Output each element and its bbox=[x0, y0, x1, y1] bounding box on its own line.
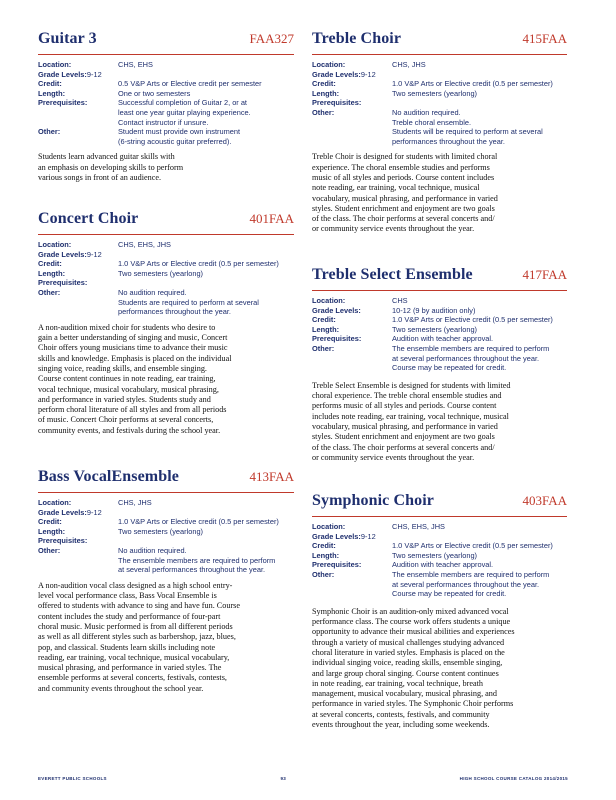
other-label: Other: bbox=[38, 127, 61, 137]
location-label: Location: bbox=[38, 498, 72, 507]
prereq-label: Prerequisites: bbox=[38, 536, 88, 546]
course-code: 413FAA bbox=[249, 469, 294, 484]
course-description: Symphonic Choir is an audition-only mixed advanced vocal performance class. The course work offers students a unique opportunity to advance their musical abilities and experiences through a variety of musical challenges studying advanced choral literature in varied styles. Emphasis is placed on the individual singing voice, reading skills, ensemble singing, and large group choral singing. Course content continues in note reading, ear training, vocal technique, breath management, musical vocabulary, musical phrasing, and performance in varied styles. The Symphonic Choir performs at several concerts, contests, festivals, and community events throughout the year, including some weekends. bbox=[312, 606, 515, 730]
location-value: CHS, EHS, JHS bbox=[392, 522, 445, 531]
prereq-value: Audition with teacher approval. bbox=[392, 560, 494, 570]
course-code: 417FAA bbox=[522, 267, 567, 282]
length-value: Two semesters (yearlong) bbox=[392, 88, 478, 98]
location-value: CHS, JHS bbox=[392, 60, 426, 69]
credit-label: Credit: bbox=[38, 517, 62, 527]
length-value: Two semesters (yearlong) bbox=[118, 268, 204, 278]
grade-value: 9-12 bbox=[86, 69, 102, 79]
credit-label: Credit: bbox=[312, 541, 336, 551]
course-treble-choir bbox=[312, 30, 567, 235]
length-label: Length: bbox=[312, 324, 340, 334]
location-label: Location: bbox=[38, 240, 72, 249]
credit-value: 1.0 V&P Arts or Elective credit (0.5 per semester) bbox=[392, 79, 553, 89]
course-code: 401FAA bbox=[249, 211, 294, 226]
location-label: Location: bbox=[38, 60, 72, 69]
prereq-label: Prerequisites: bbox=[312, 560, 362, 570]
length-value: One or two semesters bbox=[118, 88, 191, 98]
footer-district: EVERETT PUBLIC SCHOOLS bbox=[38, 776, 107, 781]
prereq-label: Prerequisites: bbox=[38, 278, 88, 288]
course-title: Bass VocalEnsemble bbox=[38, 468, 179, 485]
course-header bbox=[312, 30, 567, 55]
course-header bbox=[38, 210, 294, 235]
course-title: Treble Choir bbox=[312, 30, 402, 47]
location-value: CHS bbox=[392, 296, 408, 305]
course-treble-select-ensemble bbox=[312, 266, 567, 463]
other-label: Other: bbox=[312, 343, 335, 353]
grade-value: 9-12 bbox=[86, 507, 102, 517]
course-guitar-3 bbox=[38, 30, 294, 183]
credit-label: Credit: bbox=[312, 315, 336, 325]
course-header bbox=[312, 492, 567, 517]
grade-value: 9-12 bbox=[360, 69, 376, 79]
footer-page-number: 93 bbox=[280, 776, 287, 781]
course-header bbox=[312, 266, 567, 291]
prereq-label: Prerequisites: bbox=[312, 334, 362, 344]
location-label: Location: bbox=[312, 60, 346, 69]
grade-label: Grade Levels: bbox=[38, 507, 87, 517]
prereq-value: Audition with teacher approval. bbox=[392, 334, 494, 344]
other-value: The ensemble members are required to perform at several performances throughout the year. Course may be repeated for credit. bbox=[392, 343, 550, 373]
credit-value: 1.0 V&P Arts or Elective credit (0.5 per semester) bbox=[392, 315, 553, 325]
other-label: Other: bbox=[312, 569, 335, 579]
length-label: Length: bbox=[312, 550, 340, 560]
course-title: Guitar 3 bbox=[38, 30, 97, 47]
course-info bbox=[38, 498, 294, 575]
credit-value: 0.5 V&P Arts or Elective credit per semester bbox=[118, 79, 262, 89]
course-title: Symphonic Choir bbox=[312, 492, 434, 509]
course-code: FAA327 bbox=[249, 31, 294, 46]
location-value: CHS, JHS bbox=[118, 498, 152, 507]
course-description: Treble Select Ensemble is designed for students with limited choral experience. The treble choral ensemble studies and performs music of all styles and periods. Course content includes note reading, ear training, vocal technique, musical vocabulary, musical phrasing, and performance in varied styles. Student enrichment and enjoyment are two goals of the class. The choir performs at several concerts and/ or community service events throughout the year. bbox=[312, 380, 511, 462]
grade-value: 10-12 (9 by audition only) bbox=[392, 305, 476, 315]
course-description: A non-audition mixed choir for students who desire to gain a better understanding of singing and music, Concert Choir offers young musicians time to advance their music skills and knowledge. Emphasis is placed on the individual singing voice, reading skills, and ensemble singing. Course content continues in note reading, ear training, vocal technique, musical vocabulary, musical phrasing, and performance in varied styles. Students study and perform choral literature of all styles and from all periods of music. Concert Choir performs at several concerts, community events, and festivals during the school year. bbox=[38, 322, 232, 435]
grade-label: Grade Levels: bbox=[38, 249, 87, 259]
other-value: Student must provide own instrument (6-string acoustic guitar preferred). bbox=[118, 127, 241, 146]
course-info bbox=[38, 60, 294, 146]
course-title: Treble Select Ensemble bbox=[312, 266, 473, 283]
location-label: Location: bbox=[312, 296, 346, 305]
credit-value: 1.0 V&P Arts or Elective credit (0.5 per semester) bbox=[392, 541, 553, 551]
prereq-value bbox=[118, 278, 294, 288]
prereq-value bbox=[118, 536, 294, 546]
grade-value: 9-12 bbox=[86, 249, 102, 259]
other-value: No audition required. Students are required to perform at several performances throughout the year. bbox=[118, 287, 259, 317]
length-label: Length: bbox=[38, 88, 66, 98]
grade-label: Grade Levels: bbox=[312, 531, 361, 541]
credit-value: 1.0 V&P Arts or Elective credit (0.5 per semester) bbox=[118, 517, 279, 527]
location-value: CHS, EHS bbox=[118, 60, 153, 69]
course-info bbox=[38, 240, 294, 317]
prereq-value bbox=[392, 98, 567, 108]
grade-label: Grade Levels: bbox=[312, 305, 361, 315]
length-label: Length: bbox=[38, 526, 66, 536]
course-description: Students learn advanced guitar skills with an emphasis on developing skills to perform various songs in front of an audience. bbox=[38, 152, 184, 182]
course-description: A non-audition vocal class designed as a high school entry- level vocal performance class, Bass Vocal Ensemble is offered to students with advance to sing and have fun. Course content includes the study and performance of four-part choral music. Music performed is from all different periods as well as all different styles such as barbershop, jazz, blues, pop, and classical. Students learn skills including note reading, ear training, vocal technique, musical vocabulary, musical phrasing, and performance in varied styles. The ensemble performs at several concerts, festivals, contests, and community events throughout the school year. bbox=[38, 580, 240, 693]
location-value: CHS, EHS, JHS bbox=[118, 240, 171, 249]
other-label: Other: bbox=[38, 545, 61, 555]
course-header bbox=[38, 30, 294, 55]
course-code: 403FAA bbox=[522, 493, 567, 508]
other-value: No audition required. The ensemble members are required to perform at several performances throughout the year. bbox=[118, 545, 276, 575]
grade-label: Grade Levels: bbox=[38, 69, 87, 79]
location-label: Location: bbox=[312, 522, 346, 531]
prereq-label: Prerequisites: bbox=[312, 98, 362, 108]
length-value: Two semesters (yearlong) bbox=[392, 324, 478, 334]
grade-label: Grade Levels: bbox=[312, 69, 361, 79]
grade-value: 9-12 bbox=[360, 531, 376, 541]
credit-label: Credit: bbox=[38, 259, 62, 269]
course-description: Treble Choir is designed for students with limited choral experience. The choral ensemble studies and performs music of all styles and periods. Course content includes note reading, ear training, vocal technique, musical vocabulary, musical phrasing, and performance in varied styles. Student enrichment and enjoyment are two goals of the class. The choir performs at several concerts and/ or community service events throughout the year. bbox=[312, 152, 498, 234]
page-footer bbox=[38, 776, 568, 781]
course-concert-choir bbox=[38, 210, 294, 436]
length-label: Length: bbox=[38, 268, 66, 278]
other-label: Other: bbox=[38, 287, 61, 297]
course-info bbox=[312, 296, 567, 373]
length-value: Two semesters (yearlong) bbox=[392, 550, 478, 560]
course-symphonic-choir bbox=[312, 492, 567, 730]
other-value: No audition required. Treble choral ensemble. Students will be required to perform at several performances throughout the year. bbox=[392, 107, 543, 146]
course-bass-vocal-ensemble bbox=[38, 468, 294, 694]
length-label: Length: bbox=[312, 88, 340, 98]
course-header bbox=[38, 468, 294, 493]
other-label: Other: bbox=[312, 107, 335, 117]
credit-label: Credit: bbox=[38, 79, 62, 89]
length-value: Two semesters (yearlong) bbox=[118, 526, 204, 536]
course-info bbox=[312, 60, 567, 146]
course-code: 415FAA bbox=[522, 31, 567, 46]
other-value: The ensemble members are required to perform at several performances throughout the year. Course may be repeated for credit. bbox=[392, 569, 550, 599]
prereq-value: Successful completion of Guitar 2, or at least one year guitar playing experience. Contact instructor if unsure. bbox=[118, 98, 251, 127]
credit-value: 1.0 V&P Arts or Elective credit (0.5 per semester) bbox=[118, 259, 279, 269]
course-title: Concert Choir bbox=[38, 210, 139, 227]
credit-label: Credit: bbox=[312, 79, 336, 89]
footer-guide-title: HIGH SCHOOL COURSE CATALOG 2014/2015 bbox=[459, 776, 568, 781]
prereq-label: Prerequisites: bbox=[38, 98, 88, 108]
course-info bbox=[312, 522, 567, 599]
